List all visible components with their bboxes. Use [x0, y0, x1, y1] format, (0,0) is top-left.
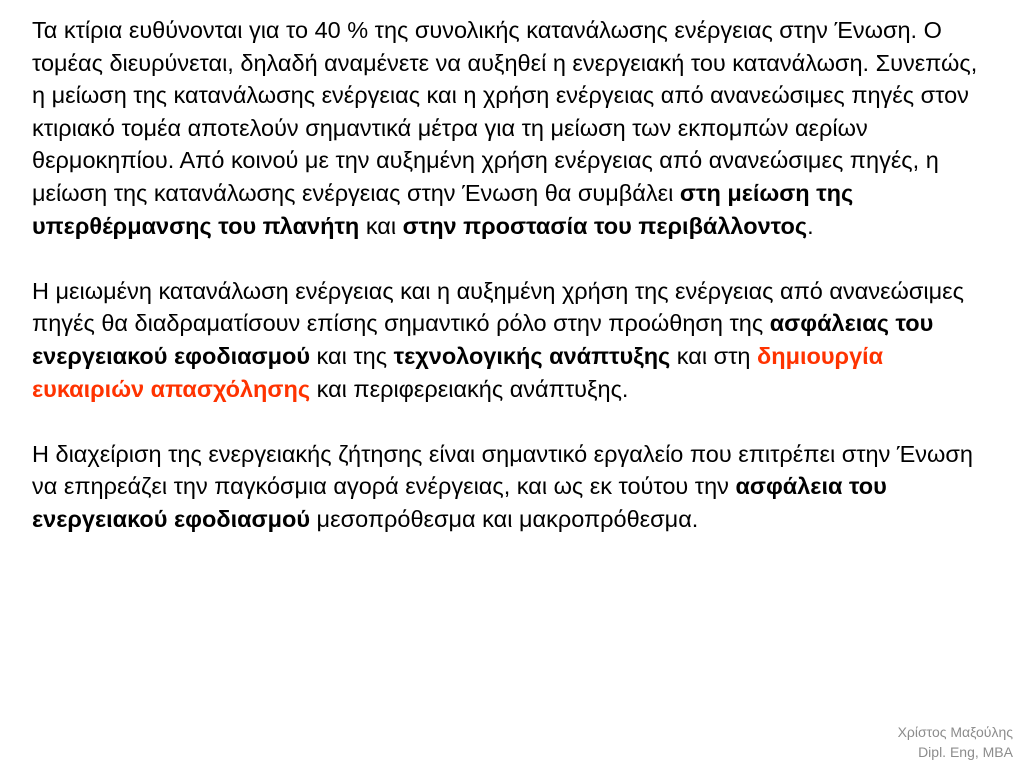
p1-text-c: . — [807, 212, 814, 239]
p3-bold-supply-security: ασφάλεια του ενεργειακού εφοδιασμού — [32, 473, 887, 532]
p2-text-b: και της — [310, 342, 394, 369]
p2-text-c: και στη — [670, 342, 757, 369]
p2-text-a: Η μειωμένη κατανάλωση ενέργειας και η αυξημένη χρήση της ενέργειας από ανανεώσιμες πηγές θα διαδραματίσουν επίσης σημαντικό ρόλο στην προώθηση της — [32, 277, 964, 337]
p2-text-d: και περιφερειακής ανάπτυξης. — [310, 375, 629, 402]
p1-text-a: Τα κτίρια ευθύνονται για το 40 % της συνολικής κατανάλωσης ενέργειας στην Ένωση. Ο τομέας διευρύνεται, δηλαδή αναμένετε να αυξηθεί η ενεργειακή του κατανάλωση. Συνεπώς, η μείωση της κατανάλωσης ενέργειας και η χρήση ενέργειας από ανανεώσιμες πηγές στον κτιριακό τομέα αποτελούν σημαντικά μέτρα για τη μείωση των εκπομπών αερίων θερμοκηπίου. Από κοινού με την αυξημένη χρήση ενέργειας από ανανεώσιμες πηγές, η μείωση της κατανάλωσης ενέργειας στην Ένωση θα συμβάλει — [32, 17, 978, 206]
paragraph-buildings-energy — [32, 14, 992, 242]
footer-author: Χρίστος Μαξούλης — [897, 724, 1013, 740]
footer-credentials: Dipl. Eng, MBA — [918, 744, 1013, 760]
p1-bold-environment: στην προστασία του περιβάλλοντος — [402, 212, 808, 239]
p1-text-b: και — [359, 212, 403, 239]
p3-text-b: μεσοπρόθεσμα και μακροπρόθεσμα. — [310, 505, 699, 532]
p1-bold-global-warming: στη μείωση της υπερθέρμανσης του πλανήτη — [32, 179, 854, 239]
slide-body — [32, 14, 992, 568]
footer-signature — [898, 722, 1013, 762]
p2-highlight-job-creation: δημιουργία ευκαιριών απασχόλησης — [32, 342, 884, 402]
p3-text-a: Η διαχείριση της ενεργειακής ζήτησης είναι σημαντικό εργαλείο που επιτρέπει στην Ένωση να επηρεάζει την παγκόσμια αγορά ενέργειας, και ως εκ τούτου την — [32, 440, 973, 500]
p2-bold-supply-security: ασφάλειας του ενεργειακού εφοδιασμού — [32, 310, 934, 369]
paragraph-demand-management — [32, 438, 992, 536]
p2-bold-tech-development: τεχνολογικής ανάπτυξης — [393, 342, 671, 369]
paragraph-reduced-consumption — [32, 275, 992, 405]
